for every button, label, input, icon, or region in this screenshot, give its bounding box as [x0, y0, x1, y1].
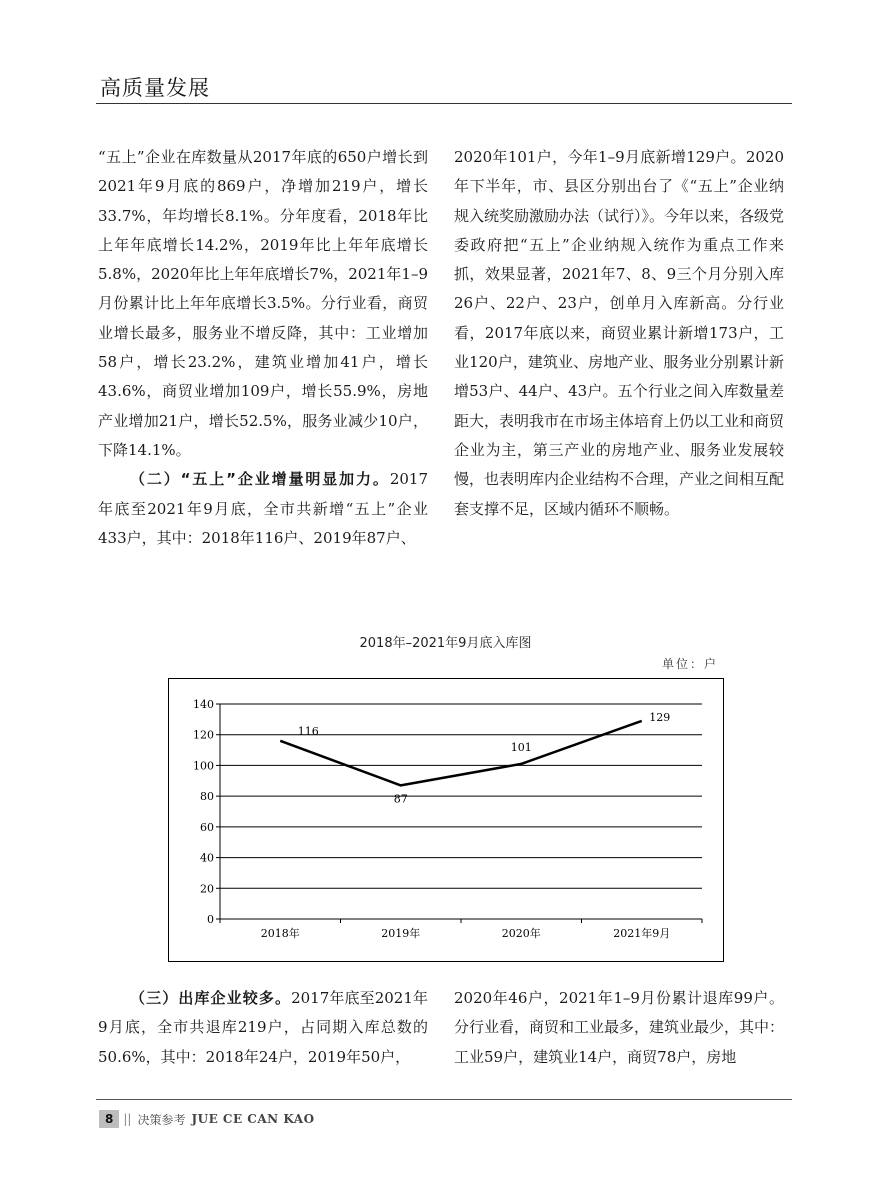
paragraph-exits-continued: 2020年46户，2021年1–9月份累计退库99户。分行业看，商贸和工业最多，建筑业最少，其中：工业59户，建筑业14户，商贸78户，房地 [454, 989, 785, 1066]
journal-name-cn: 决策参考 [137, 1112, 186, 1127]
journal-name-en: JUE CE CAN KAO [191, 1112, 315, 1126]
data-label: 129 [649, 710, 671, 724]
y-tick-label: 0 [207, 913, 214, 926]
x-tick-label: 2019年 [381, 927, 421, 940]
x-tick-label: 2020年 [501, 927, 541, 940]
page-footer [99, 1109, 315, 1129]
section-title: 高质量发展 [100, 76, 210, 100]
paragraph-exits [98, 984, 428, 1072]
top-left-column [98, 143, 428, 553]
data-label: 87 [393, 792, 408, 806]
section-heading-3: （三）出库企业较多。 [130, 989, 292, 1007]
page-number: 8 [99, 1110, 119, 1128]
section-heading-2: （二）“五上”企业增量明显加力。 [130, 470, 390, 489]
paragraph-stock-growth: “五上”企业在库数量从2017年底的650户增长到2021年9月底的869户，净增加219户，增长33.7%，年均增长8.1%。分年度看，2018年比上年年底增长14.2%，2019年比上年年底增长5.8%，2020年比上年年底增长7%，2021年1–9月份累计比上年年底增长3.5%。分行业看，商贸业增长最多，服务业不增反降，其中：工业增加58户，增长23.2%，建筑业增加41户，增长43.6%，商贸业增加109户，增长55.9%，房地产业增加21户，增长52.5%，服务业减少10户，下降14.1%。 [98, 148, 428, 459]
y-tick-label: 140 [193, 698, 214, 711]
y-tick-label: 100 [193, 759, 214, 773]
line-chart [168, 678, 724, 962]
x-tick-label: 2021年9月 [613, 927, 671, 940]
paragraph-incentive-policy: 2020年101户，今年1–9月底新增129户。2020年下半年，市、县区分别出台了《“五上”企业纳规入统奖励激励办法（试行）》。今年以来，各级党委政府把“五上”企业纳规入统作为重点工作来抓，效果显著，2021年7、8、9三个月分别入库26户、22户、23户，创单月入库新高。分行业看，2017年底以来，商贸业累计新增173户，工业120户，建筑业、房地产业、服务业分别累计新增53户、44户、43户。五个行业之间入库数量差距大，表明我市在市场主体培育上仍以工业和商贸企业为主，第三产业的房地产业、服务业发展较慢，也表明库内企业结构不合理，产业之间相互配套支撑不足，区域内循环不顺畅。 [454, 148, 785, 518]
y-tick-label: 60 [200, 820, 214, 834]
y-tick-label: 40 [200, 851, 214, 865]
paragraph-increment [98, 465, 428, 553]
top-right-column [454, 143, 784, 524]
footer-separator: || [123, 1112, 132, 1126]
bottom-right-column [454, 984, 784, 1072]
y-tick-label: 80 [200, 790, 214, 804]
data-label: 116 [297, 724, 319, 738]
data-label: 101 [510, 740, 532, 754]
chart-title: 2018年–2021年9月底入库图 [359, 636, 532, 651]
paragraph-exits-body: 2017年底至2021年9月底，全市共退库219户，占同期入库总数的50.6%，其中：2018年24户，2019年50户， [98, 989, 428, 1066]
chart-unit-label: 单位：户 [662, 657, 719, 671]
y-tick-label: 120 [193, 728, 214, 742]
x-tick-label: 2018年 [260, 927, 300, 940]
paragraph-increment-body: 2017年底至2021年9月底，全市共新增“五上”企业433户，其中：2018年116户、2019年87户、 [98, 470, 428, 547]
y-tick-label: 20 [200, 882, 214, 896]
bottom-left-column [98, 984, 428, 1072]
footer-divider [96, 1099, 792, 1100]
header-divider [96, 103, 792, 104]
